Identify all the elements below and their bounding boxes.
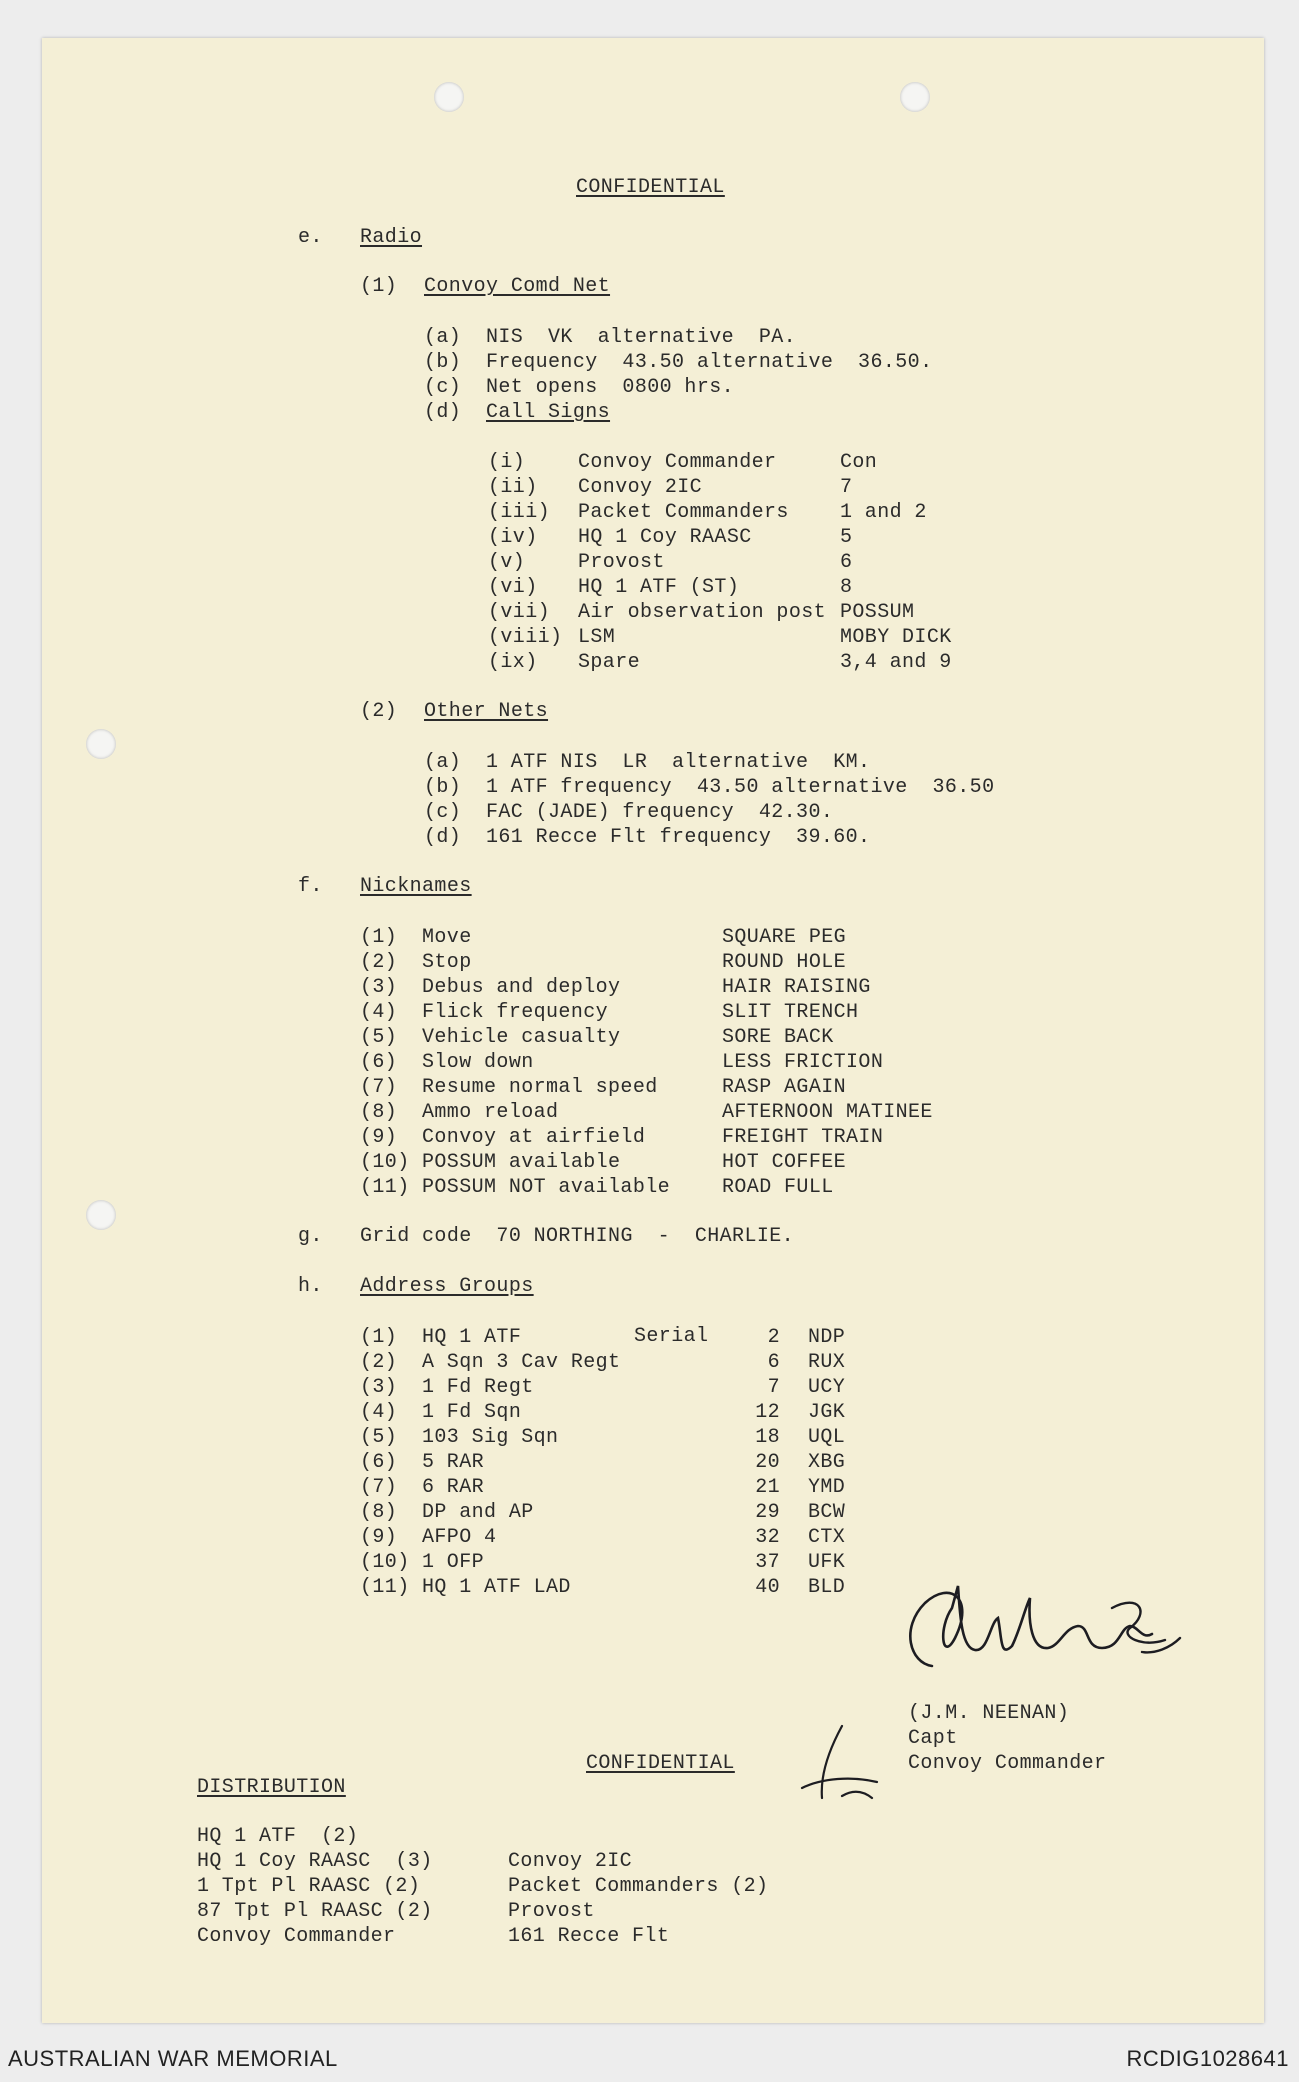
subsection-number: (1) xyxy=(360,275,398,298)
table-row: (4) 1 Fd Sqn 12 JGK xyxy=(360,1401,846,1424)
list-item: HQ 1 Coy RAASC (3) xyxy=(197,1850,433,1873)
document-sheet xyxy=(42,38,1264,2023)
grid-code-text: Grid code 70 NORTHING - CHARLIE. xyxy=(360,1225,795,1248)
table-row: (i) Convoy Commander Con xyxy=(488,451,878,474)
archive-footer xyxy=(0,2046,1299,2076)
table-row: (5) Vehicle casualty SORE BACK xyxy=(360,1026,834,1049)
section-letter-grid: g. xyxy=(298,1225,323,1248)
table-row: (3) 1 Fd Regt 7 UCY xyxy=(360,1376,846,1399)
archive-name: AUSTRALIAN WAR MEMORIAL xyxy=(8,2046,338,2071)
section-title-nicknames: Nicknames xyxy=(360,875,472,898)
list-item: 1 Tpt Pl RAASC (2) xyxy=(197,1875,421,1898)
subsection-title-other-nets: Other Nets xyxy=(424,700,549,723)
table-row: (7) Resume normal speed RASP AGAIN xyxy=(360,1076,847,1099)
table-row: (5) 103 Sig Sqn 18 UQL xyxy=(360,1426,846,1449)
section-title-address-groups: Address Groups xyxy=(360,1275,534,1298)
initials-mark xyxy=(782,1718,892,1818)
table-row: (11) POSSUM NOT available ROAD FULL xyxy=(360,1176,834,1199)
list-item: 161 Recce Flt xyxy=(508,1925,670,1948)
table-row: (3) Debus and deploy HAIR RAISING xyxy=(360,976,871,999)
list-item: Packet Commanders (2) xyxy=(508,1875,769,1898)
table-row: (iv) HQ 1 Coy RAASC 5 xyxy=(488,526,853,549)
classification-header: CONFIDENTIAL xyxy=(576,176,725,199)
table-row: (v) Provost 6 xyxy=(488,551,853,574)
table-row: (9) AFPO 4 32 CTX xyxy=(360,1526,846,1549)
list-item: (a) 1 ATF NIS LR alternative KM. xyxy=(424,751,871,774)
table-row: (ii) Convoy 2IC 7 xyxy=(488,476,853,499)
table-row: (viii) LSM MOBY DICK xyxy=(488,626,952,649)
list-item: (d) 161 Recce Flt frequency 39.60. xyxy=(424,826,871,849)
table-row: (6) 5 RAR 20 XBG xyxy=(360,1451,846,1474)
signatory-role: Convoy Commander xyxy=(908,1752,1107,1775)
handwritten-signature xyxy=(880,1568,1200,1688)
section-letter-address: h. xyxy=(298,1275,323,1298)
punch-hole xyxy=(86,1200,116,1230)
list-item: HQ 1 ATF (2) xyxy=(197,1825,359,1848)
signatory-rank: Capt xyxy=(908,1727,958,1750)
list-item: (b) 1 ATF frequency 43.50 alternative 36.50 xyxy=(424,776,995,799)
archive-id: RCDIG1028641 xyxy=(1126,2046,1289,2071)
list-item: (a) NIS VK alternative PA. xyxy=(424,326,797,349)
classification-footer: CONFIDENTIAL xyxy=(586,1752,735,1775)
table-row: (1) Move SQUARE PEG xyxy=(360,926,847,949)
list-item: 87 Tpt Pl RAASC (2) xyxy=(197,1900,433,1923)
list-item: (d) Call Signs xyxy=(424,401,611,424)
table-row: (9) Convoy at airfield FREIGHT TRAIN xyxy=(360,1126,884,1149)
list-item: Convoy Commander xyxy=(197,1925,396,1948)
table-row: (ix) Spare 3,4 and 9 xyxy=(488,651,952,674)
table-row: (vi) HQ 1 ATF (ST) 8 xyxy=(488,576,853,599)
table-row: (4) Flick frequency SLIT TRENCH xyxy=(360,1001,859,1024)
table-row: (8) Ammo reload AFTERNOON MATINEE xyxy=(360,1101,933,1124)
list-item: Provost xyxy=(508,1900,595,1923)
signatory-name: (J.M. NEENAN) xyxy=(908,1702,1070,1725)
table-row: (7) 6 RAR 21 YMD xyxy=(360,1476,846,1499)
table-row: (iii) Packet Commanders 1 and 2 xyxy=(488,501,927,524)
section-letter-radio: e. xyxy=(298,226,323,249)
list-item: (c) FAC (JADE) frequency 42.30. xyxy=(424,801,834,824)
table-row: (1) HQ 1 ATF 2 NDP xyxy=(360,1326,846,1349)
section-title-radio: Radio xyxy=(360,226,423,249)
table-row: (10) POSSUM available HOT COFFEE xyxy=(360,1151,847,1174)
list-item: (b) Frequency 43.50 alternative 36.50. xyxy=(424,351,933,374)
subsection-title-comd-net: Convoy Comd Net xyxy=(424,275,611,298)
distribution-title: DISTRIBUTION xyxy=(197,1776,346,1799)
punch-hole xyxy=(434,82,464,112)
table-row: (8) DP and AP 29 BCW xyxy=(360,1501,846,1524)
table-row: (2) Stop ROUND HOLE xyxy=(360,951,847,974)
table-row: (11) HQ 1 ATF LAD 40 BLD xyxy=(360,1576,846,1599)
punch-hole xyxy=(900,82,930,112)
serial-header: Serial xyxy=(634,1325,709,1348)
section-letter-nicknames: f. xyxy=(298,875,323,898)
punch-hole xyxy=(86,729,116,759)
subsection-number: (2) xyxy=(360,700,398,723)
table-row: (10) 1 OFP 37 UFK xyxy=(360,1551,846,1574)
table-row: (2) A Sqn 3 Cav Regt 6 RUX xyxy=(360,1351,846,1374)
list-item: (c) Net opens 0800 hrs. xyxy=(424,376,735,399)
table-row: (vii) Air observation post POSSUM xyxy=(488,601,915,624)
list-item: Convoy 2IC xyxy=(508,1850,633,1873)
table-row: (6) Slow down LESS FRICTION xyxy=(360,1051,884,1074)
